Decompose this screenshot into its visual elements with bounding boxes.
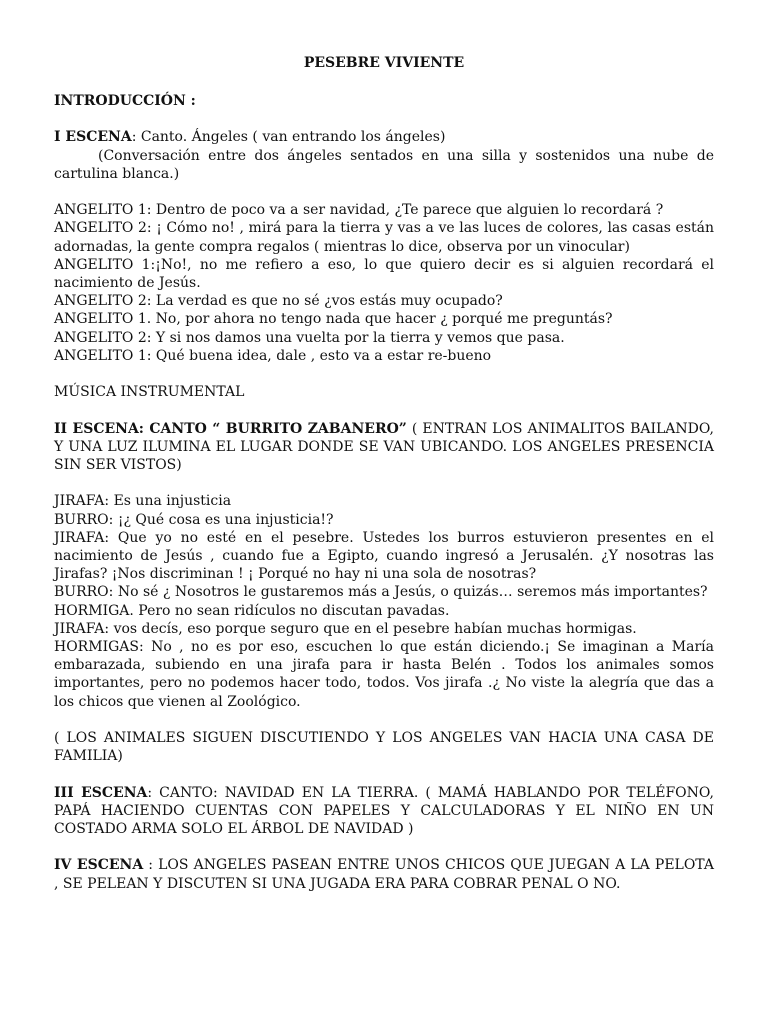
musica-instrumental: MÚSICA INSTRUMENTAL	[54, 384, 245, 401]
spacer	[54, 711, 714, 729]
dialogue-line: JIRAFA: vos decís, eso porque seguro que en el pesebre habían muchas hormigas.	[54, 620, 637, 637]
dialogue-line: ANGELITO 1: Qué buena idea, dale , esto va a estar re-bueno	[54, 347, 492, 364]
document-title: PESEBRE VIVIENTE	[303, 55, 465, 71]
spacer	[54, 365, 714, 383]
spacer	[54, 183, 714, 201]
spacer	[54, 110, 714, 128]
dialogue-line: JIRAFA: Es una injusticia	[54, 493, 232, 510]
escena-4-label: IV ESCENA	[54, 857, 144, 874]
escena-3-description: : CANTO: NAVIDAD EN LA TIERRA. ( MAMÁ HABLANDO POR TELÉFONO, PAPÁ HACIENDO CUENTAS CON PAPELES Y CALCULADORAS Y EL NIÑO EN UN COSTADO ARMA SOLO EL ÁRBOL DE NAVIDAD )	[54, 784, 714, 838]
dialogue-line: ANGELITO 2: Y si nos damos una vuelta por la tierra y vemos que pasa.	[54, 329, 565, 346]
dialogue-line: BURRO: ¡¿ Qué cosa es una injusticia!?	[54, 511, 334, 528]
escena-2-note: ( LOS ANIMALES SIGUEN DISCUTIENDO Y LOS ANGELES VAN HACIA UNA CASA DE FAMILIA)	[54, 730, 714, 765]
escena-2-heading	[54, 420, 714, 475]
dialogue-line: HORMIGAS: No , no es por eso, escuchen lo que están diciendo.¡ Se imaginan a María embarazada, subiendo en una jirafa para ir hasta Belén . Todos los animales somos importantes, pero no podemos hacer todo, todos. Vos jirafa .¿ No viste la alegría que das a los chicos que vienen al Zoológico.	[54, 639, 714, 710]
dialogue-line: BURRO: No sé ¿ Nosotros le gustaremos más a Jesús, o quizás… seremos más importantes?	[54, 584, 708, 601]
escena-1-label: I ESCENA	[54, 129, 132, 146]
dialogue-line: ANGELITO 1:¡No!, no me refiero a eso, lo que quiero decir es si alguien recordará el nacimiento de Jesús.	[54, 256, 714, 291]
escena-1-heading	[54, 128, 714, 146]
escena-3-label: III ESCENA	[54, 784, 148, 801]
spacer	[54, 401, 714, 419]
spacer	[54, 838, 714, 856]
escena-4-description: : LOS ANGELES PASEAN ENTRE UNOS CHICOS QUE JUEGAN A LA PELOTA , SE PELEAN Y DISCUTEN SI UNA JUGADA ERA PARA COBRAR PENAL O NO.	[54, 857, 714, 892]
spacer	[54, 474, 714, 492]
escena-3-heading	[54, 784, 714, 839]
escena-2-description: ( ENTRAN LOS ANIMALITOS BAILANDO, Y UNA LUZ ILUMINA EL LUGAR DONDE SE VAN UBICANDO. LOS ANGELES PRESENCIA SIN SER VISTOS)	[54, 420, 714, 473]
dialogue-line: HORMIGA. Pero no sean ridículos no discutan pavadas.	[54, 602, 450, 619]
dialogue-line: ANGELITO 2: ¡ Cómo no! , mirá para la tierra y vas a ve las luces de colores, las casas están adornadas, la gente compra regalos ( mientras lo dice, observa por un vinocular)	[54, 220, 714, 255]
escena-1-stage-direction: (Conversación entre dos ángeles sentados en una silla y sostenidos una nube de cartulina blanca.)	[54, 147, 714, 182]
dialogue-line: ANGELITO 2: La verdad es que no sé ¿vos estás muy ocupado?	[54, 293, 503, 310]
escena-4-heading	[54, 856, 714, 892]
dialogue-line: ANGELITO 1. No, por ahora no tengo nada que hacer ¿ porqué me preguntás?	[54, 311, 613, 328]
escena-2-label: II ESCENA: CANTO “ BURRITO ZABANERO”	[54, 420, 407, 437]
dialogue-line: JIRAFA: Que yo no esté en el pesebre. Ustedes los burros estuvieron presentes en el nacimiento de Jesús , cuando fue a Egipto, cuando ingresó a Jerusalén. ¿Y nosotras las Jirafas? ¡Nos discriminan ! ¡ Porqué no hay ni una sola de nosotras?	[54, 529, 714, 583]
introduccion-heading: INTRODUCCIÓN :	[54, 93, 196, 109]
spacer	[54, 765, 714, 783]
dialogue-line: ANGELITO 1: Dentro de poco va a ser navidad, ¿Te parece que alguien lo recordará ?	[54, 202, 664, 219]
escena-1-description: : Canto. Ángeles ( van entrando los ángeles)	[131, 129, 446, 146]
